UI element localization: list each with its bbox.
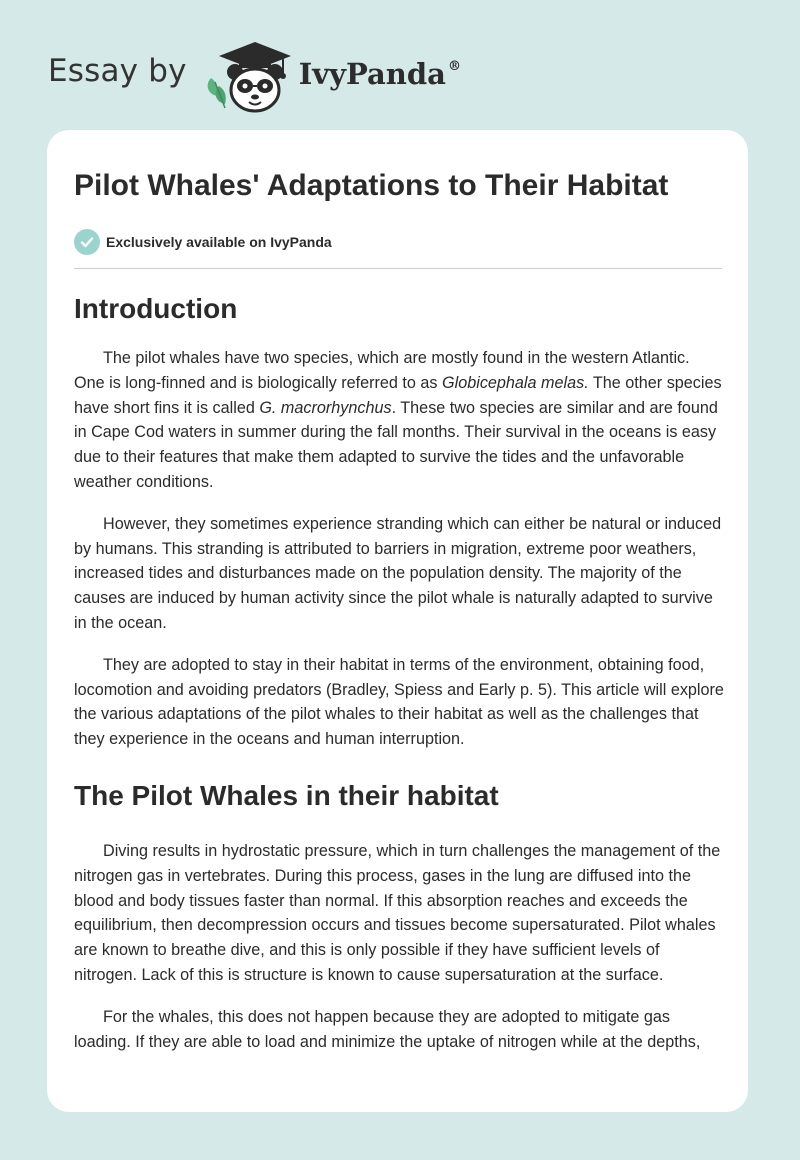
exclusive-badge [74,229,722,255]
paragraph: For the whales, this does not happen because they are adopted to mitigate gas loading. If they are able to load and minimize the uptake of nitrogen while at the depths, [74,1007,701,1051]
page-title: Pilot Whales' Adaptations to Their Habitat [74,169,669,202]
brand-name-text: IvyPanda [298,57,446,91]
paragraph: However, they sometimes experience stranding which can either be natural or induced by humans. This stranding is attributed to barriers in migration, extreme poor weathers, increased tides and disturbances made on the population density. The majority of the causes are induced by human activity since the pilot whale is naturally adapted to survive in the ocean. [74,514,722,632]
brand-name [299,57,461,91]
registered-mark: ® [447,59,461,74]
divider [74,268,722,269]
paragraph-text: The other species have short fins it is called [74,373,722,417]
essay-card [47,130,748,1112]
species-name: Globicephala melas. [442,373,589,392]
check-circle-icon [74,229,100,255]
paragraph-text: The pilot whales have two species, which are mostly found in the western Atlantic. One is long-finned and is biologically referred to as [74,349,690,392]
section-heading-introduction: Introduction [74,293,238,324]
species-name: G. macrorhynchus [259,398,392,417]
brand-prefix: Essay by [48,53,187,89]
paragraph: They are adopted to stay in their habitat in terms of the environment, obtaining food, locomotion and avoiding predators (Bradley, Spiess and Early p. 5). This article will explore the various adaptations of the pilot whales to their habitat as well as the challenges that they experience in the oceans and human interruption. [74,655,724,749]
paragraph-text: . These two species are similar and are found in Cape Cod waters in summer during the fall months. Their survival in the oceans is easy due to their features that make them adapted to survive the tides and the unfavorable weather conditions. [74,398,718,491]
paragraph [74,346,724,495]
badge-text: Exclusively available on IvyPanda [106,234,332,250]
brand-header[interactable] [48,34,461,114]
panda-graduate-logo-icon [205,34,293,114]
paragraph: Diving results in hydrostatic pressure, which in turn challenges the management of the nitrogen gas in vertebrates. During this process, gases in the lung are diffused into the blood and body tissues faster than normal. If this absorption reaches and exceeds the equilibrium, then decompression occurs and tissues become supersaturated. Pilot whales are known to breathe dive, and this is only possible if they have sufficient levels of nitrogen. Lack of this is structure is known to cause supersaturation at the surface. [74,841,721,984]
section-heading-habitat: The Pilot Whales in their habitat [74,779,499,811]
